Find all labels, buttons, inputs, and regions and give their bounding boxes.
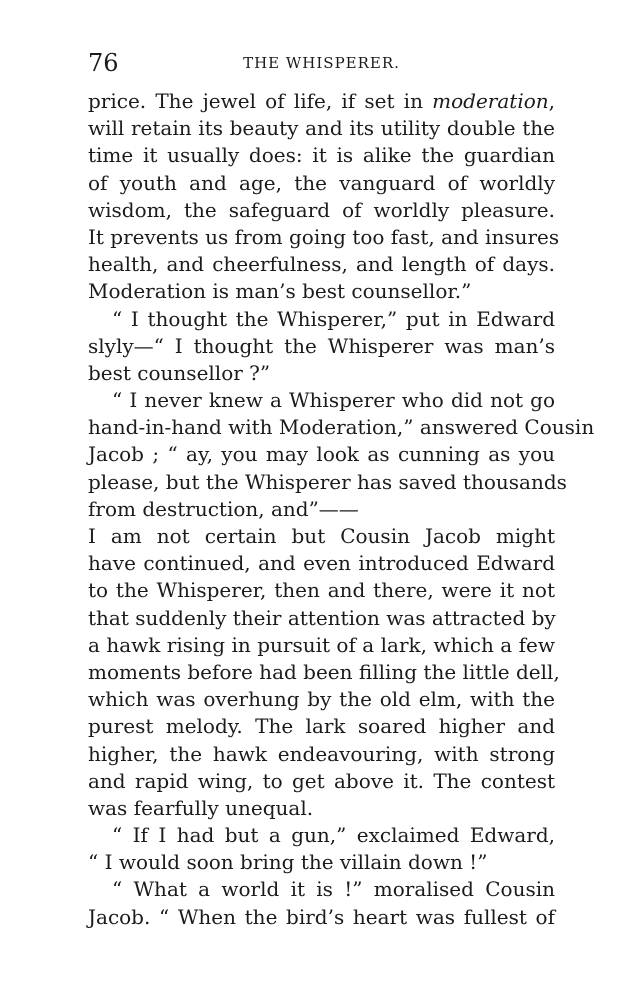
text-line-13: hand-in-hand with Moderation,” answered Cousin bbox=[88, 415, 595, 440]
text-line-6: It prevents us from going too fast, and insures bbox=[88, 224, 560, 249]
text-line-30: “ What a world it is !” moralised Cousin bbox=[112, 877, 555, 902]
text-line-26: and rapid wing, to get above it. The contest bbox=[88, 768, 555, 793]
text-line-7: health, and cheerfulness, and length of days. bbox=[88, 252, 555, 277]
emphasis-moderation: moderation bbox=[432, 89, 549, 113]
text-line-1-after: , bbox=[548, 89, 555, 113]
text-line-27: was fearfully unequal. bbox=[88, 795, 314, 820]
text-line-5: wisdom, the safeguard of worldly pleasure. bbox=[88, 197, 555, 222]
text-line-2: will retain its beauty and its utility double the bbox=[88, 116, 555, 141]
text-line-3: time it usually does: it is alike the guardian bbox=[88, 143, 555, 168]
text-line-25: higher, the hawk endeavouring, with strong bbox=[88, 741, 555, 766]
text-line-28: “ If I had but a gun,” exclaimed Edward, bbox=[112, 823, 555, 848]
text-line-29: “ I would soon bring the villain down !” bbox=[88, 850, 488, 875]
page-number: 76 bbox=[88, 49, 119, 77]
text-line-18: have continued, and even introduced Edward bbox=[88, 551, 555, 576]
text-line-21: a hawk rising in pursuit of a lark, which a few bbox=[88, 632, 555, 657]
text-line-14: Jacob ; “ ay, you may look as cunning as you bbox=[88, 442, 555, 467]
text-line-24: purest melody. The lark soared higher and bbox=[88, 714, 555, 739]
text-line-17: I am not certain but Cousin Jacob might bbox=[88, 524, 555, 548]
text-line-8: Moderation is man’s best counsellor.” bbox=[88, 279, 472, 304]
text-line-22: moments before had been filling the little dell, bbox=[88, 659, 560, 684]
text-line-19: to the Whisperer, then and there, were it not bbox=[88, 578, 555, 603]
text-line-23: which was overhung by the old elm, with the bbox=[88, 687, 555, 712]
body-text bbox=[88, 88, 595, 931]
text-line-1 bbox=[88, 88, 555, 115]
running-title: THE WHISPERER. bbox=[243, 54, 400, 72]
text-line-16: from destruction, and”—— bbox=[88, 496, 359, 521]
text-line-11: best counsellor ?” bbox=[88, 360, 271, 385]
running-head bbox=[88, 48, 555, 78]
text-line-9: “ I thought the Whisperer,” put in Edward bbox=[112, 306, 555, 331]
text-line-20: that suddenly their attention was attracted by bbox=[88, 605, 556, 630]
text-line-31: Jacob. “ When the bird’s heart was fullest of bbox=[88, 904, 555, 929]
text-line-4: of youth and age, the vanguard of worldly bbox=[88, 170, 555, 195]
text-line-10: slyly—“ I thought the Whisperer was man’s bbox=[88, 333, 555, 358]
text-line-12: “ I never knew a Whisperer who did not go bbox=[112, 388, 555, 413]
text-line-1-before: price. The jewel of life, if set in bbox=[88, 89, 433, 113]
text-line-15: please, but the Whisperer has saved thousands bbox=[88, 469, 567, 494]
